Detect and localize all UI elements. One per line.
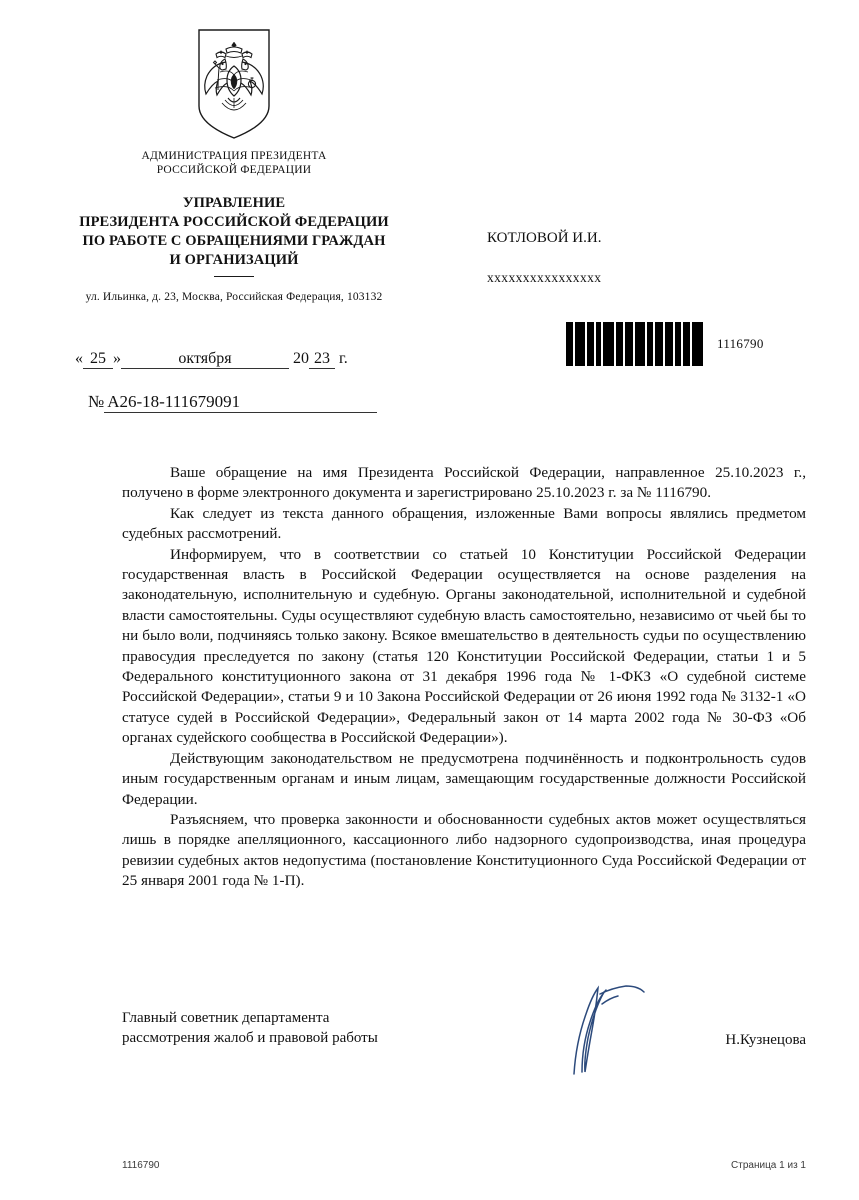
barcode-number: 1116790 — [717, 336, 764, 351]
addressee-name: КОТЛОВОЙ И.И. — [487, 230, 602, 246]
barcode-bar — [647, 322, 653, 366]
barcode-bar — [575, 322, 585, 366]
handwritten-signature — [552, 982, 672, 1082]
addressee-block — [487, 228, 601, 288]
letterhead — [48, 28, 420, 303]
barcode-block — [566, 322, 764, 366]
signer-title — [122, 1008, 378, 1048]
department-title — [48, 194, 420, 270]
signer-title-line-2: рассмотрения жалоб и правовой работы — [122, 1030, 378, 1046]
date-month-field[interactable]: октября — [121, 350, 289, 369]
footer-document-number: 1116790 — [122, 1160, 160, 1171]
signature-block — [122, 1008, 806, 1048]
date-century: 20 — [293, 350, 309, 367]
body-paragraph: Разъясняем, что проверка законности и обоснованности судебных актов может осуществляться лишь в порядке апелляционного, кассационного либо надзорного судопроизводства, иная процедура ревизии судебных актов недопустима (постановление Конституционного Суда Российской Федерации от 25 января 2001 года № 1-П). — [122, 810, 806, 890]
barcode-bar — [603, 322, 614, 366]
barcode-bar — [665, 322, 673, 366]
russian-coat-of-arms-icon — [195, 28, 273, 140]
barcode-bar — [625, 322, 633, 366]
signer-name: Н.Кузнецова — [725, 1032, 806, 1048]
date-suffix: г. — [339, 350, 348, 367]
org-name-line-1: АДМИНИСТРАЦИЯ ПРЕЗИДЕНТА — [141, 150, 327, 162]
date-year-field[interactable]: 23 — [309, 350, 335, 369]
date-day-field[interactable]: 25 — [83, 350, 113, 369]
number-sign-label: № — [88, 392, 105, 411]
barcode-bar — [616, 322, 623, 366]
letterhead-divider — [214, 276, 254, 277]
barcode-bar — [675, 322, 681, 366]
body-paragraph: Как следует из текста данного обращения, изложенные Вами вопросы являлись предметом судебных рассмотрений. — [122, 504, 806, 543]
page-footer — [122, 1160, 806, 1171]
letterhead-address: ул. Ильинка, д. 23, Москва, Российская Федерация, 103132 — [85, 291, 383, 303]
body-paragraph: Действующим законодательством не предусмотрена подчинённость и подконтрольность судов иным государственным органам и иным лицам, замещающим государственные должности Российской Федерации. — [122, 749, 806, 808]
footer-page-indicator: Страница 1 из 1 — [731, 1160, 806, 1171]
barcode-bar — [635, 322, 645, 366]
barcode-bar — [596, 322, 601, 366]
quote-close: » — [113, 350, 121, 367]
quote-open: « — [75, 350, 83, 367]
registration-number-field[interactable]: А26-18-111679091 — [104, 392, 377, 413]
addressee-redacted-address: хххххххххххххххх — [487, 270, 602, 285]
department-line-4: И ОРГАНИЗАЦИЙ — [169, 252, 299, 268]
barcode-bar — [692, 322, 703, 366]
department-line-2: ПРЕЗИДЕНТА РОССИЙСКОЙ ФЕДЕРАЦИИ — [79, 214, 389, 230]
barcode-bar — [655, 322, 663, 366]
letter-body — [122, 463, 806, 892]
registration-number-line — [88, 392, 377, 413]
body-paragraph: Ваше обращение на имя Президента Российской Федерации, направленное 25.10.2023 г., получено в форме электронного документа и зарегистрировано 25.10.2023 г. за № 1116790. — [122, 464, 806, 502]
barcode-bar — [587, 322, 594, 366]
barcode-bar — [683, 322, 690, 366]
date-line — [75, 350, 348, 369]
org-name-line-2: РОССИЙСКОЙ ФЕДЕРАЦИИ — [156, 163, 312, 176]
department-line-1: УПРАВЛЕНИЕ — [182, 195, 286, 211]
barcode-bar — [566, 322, 573, 366]
body-paragraph: Информируем, что в соответствии со статьей 10 Конституции Российской Федерации государственная власть в Российской Федерации осуществляется на основе разделения на законодательную, исполнительную и судебную. Органы законодательной, исполнительной и судебной власти самостоятельны. Суды осуществляют судебную власть самостоятельно, независимо от чьей бы то ни было воли, подчиняясь только закону. Всякое вмешательство в деятельность судьи по осуществлению правосудия преследуется по закону (статья 120 Конституции Российской Федерации, статьи 1 и 5 Федерального конституционного закона от 31 декабря 1996 года № 1-ФКЗ «О судебной системе Российской Федерации», статьи 9 и 10 Закона Российской Федерации от 26 июня 1992 года № 3132-1 «О статусе судей в Российской Федерации», Федеральный закон от 14 марта 2002 года № 30-ФЗ «Об органах судейского сообщества в Российской Федерации»). — [122, 545, 806, 747]
barcode-image — [566, 322, 705, 366]
department-line-3: ПО РАБОТЕ С ОБРАЩЕНИЯМИ ГРАЖДАН — [82, 233, 386, 249]
signer-title-line-1: Главный советник департамента — [122, 1010, 330, 1026]
